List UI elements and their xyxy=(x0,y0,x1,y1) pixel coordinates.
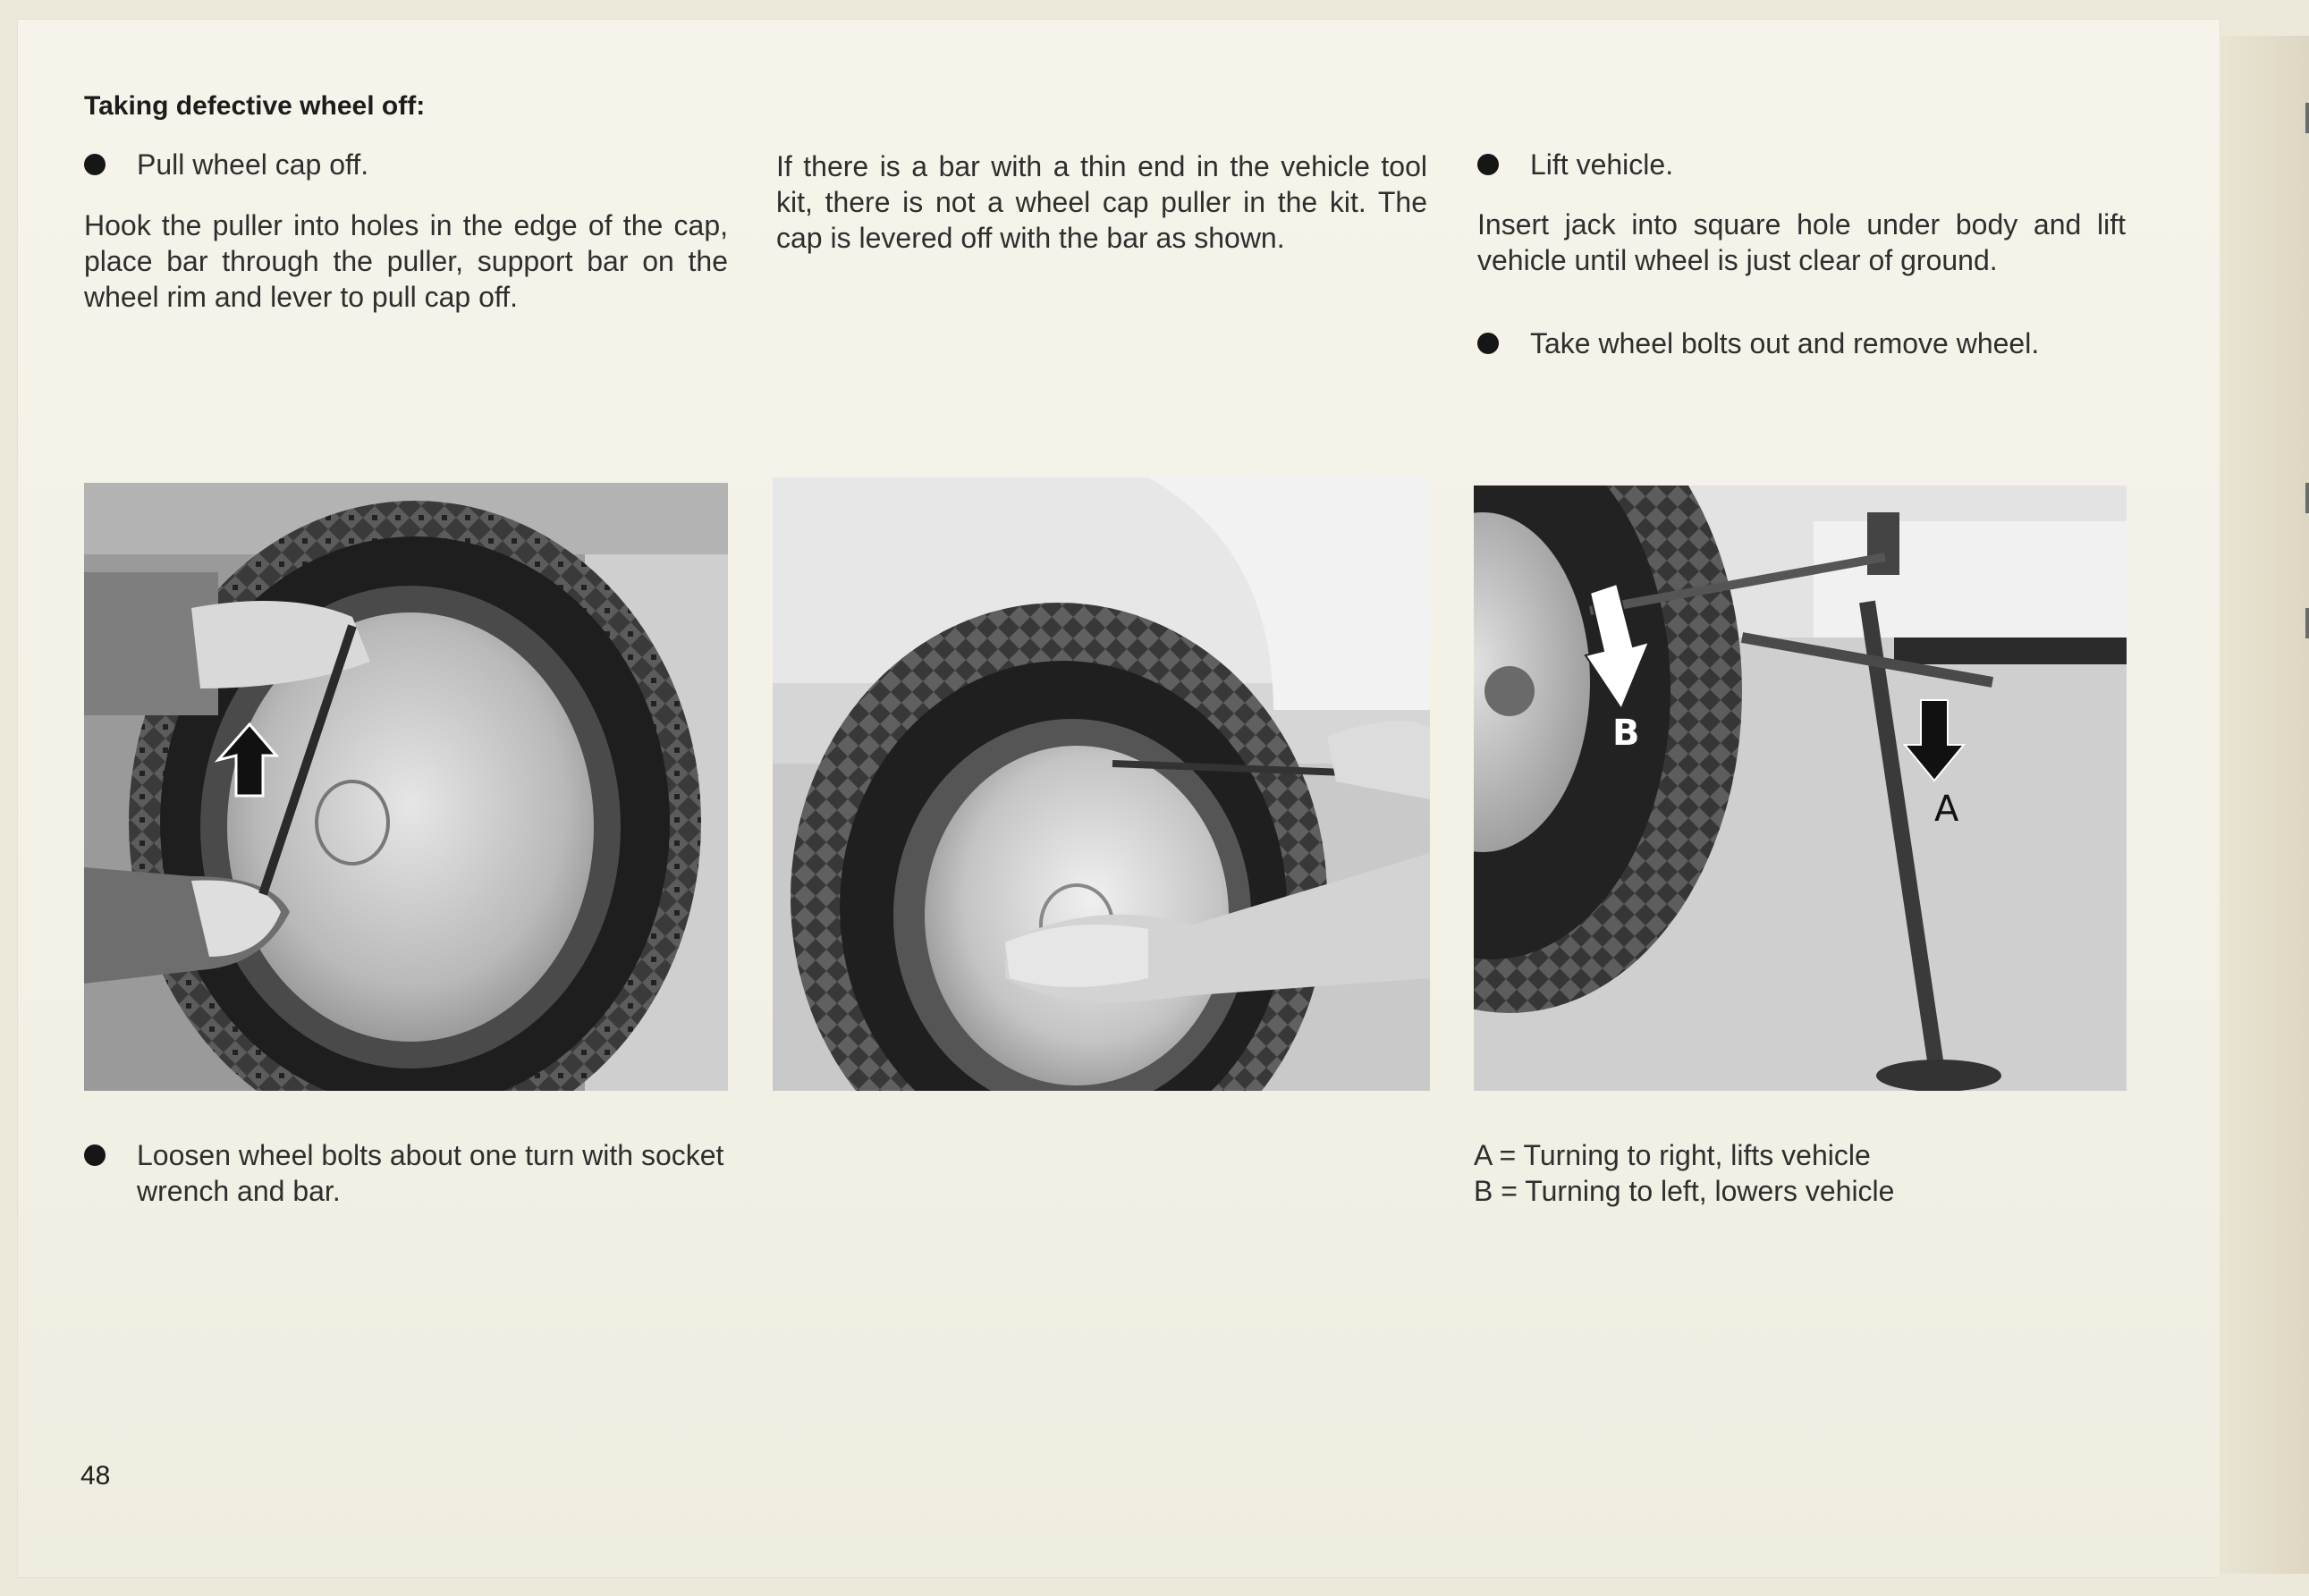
page-number: 48 xyxy=(80,1461,111,1490)
bullet-icon xyxy=(1477,154,1499,175)
bullet-icon xyxy=(84,1144,106,1166)
instruction-bar: If there is a bar with a thin end in the vehicle tool kit, there is not a wheel cap puller in the kit. The cap is levered off with the bar as shown. xyxy=(776,150,1427,254)
photo-wheel-cap-puller xyxy=(84,483,728,1091)
bullet-lift-vehicle xyxy=(1477,147,2126,182)
edge-mark xyxy=(2305,103,2309,133)
legend-a: A = Turning to right, lifts vehicle xyxy=(1474,1139,1871,1171)
photo-label-b: B xyxy=(1612,713,1640,754)
legend-b: B = Turning to left, lowers vehicle xyxy=(1474,1175,1895,1207)
page-edge xyxy=(2220,36,2309,1574)
section-heading: Taking defective wheel off: xyxy=(84,91,426,121)
bullet-text: Lift vehicle. xyxy=(1530,148,1674,181)
bullet-text: Pull wheel cap off. xyxy=(137,148,369,181)
bullet-remove-wheel xyxy=(1477,325,2130,361)
bullet-pull-cap xyxy=(84,147,728,182)
bullet-text: Loosen wheel bolts about one turn with socket wrench and bar. xyxy=(137,1139,724,1207)
bullet-text: Take wheel bolts out and remove wheel. xyxy=(1530,327,2040,359)
instruction-puller: Hook the puller into holes in the edge of the cap, place bar through the puller, support bar on the wheel rim and lever to pull cap off. xyxy=(84,209,728,313)
photo-lever-cap-with-bar xyxy=(773,477,1430,1091)
instruction-jack: Insert jack into square hole under body and lift vehicle until wheel is just clear of ground. xyxy=(1477,208,2126,276)
bullet-icon xyxy=(84,154,106,175)
photo-label-a: A xyxy=(1934,789,1959,830)
edge-mark xyxy=(2305,608,2309,638)
bullet-loosen-bolts xyxy=(84,1137,730,1209)
bullet-icon xyxy=(1477,333,1499,354)
photo-jack-lifting xyxy=(1474,486,2127,1091)
edge-mark xyxy=(2305,483,2309,513)
